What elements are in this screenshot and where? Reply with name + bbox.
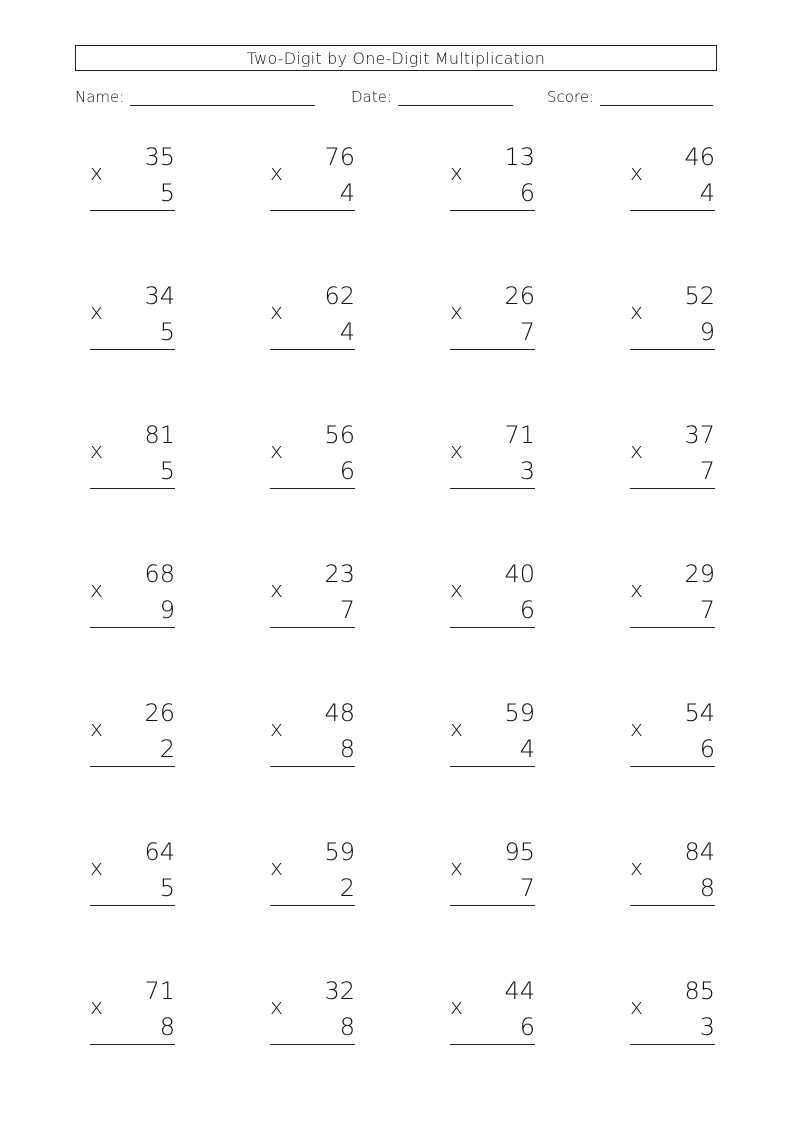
multiply-sign: x [630, 856, 644, 881]
multiplier: 6 [339, 457, 355, 485]
problem-13 [90, 559, 180, 639]
multiply-sign: x [450, 161, 464, 186]
problem-8 [630, 281, 720, 361]
multiplicand: 26 [144, 699, 175, 727]
answer-line[interactable] [450, 766, 535, 767]
problem-26 [270, 976, 360, 1056]
answer-line[interactable] [450, 905, 535, 906]
multiply-sign: x [270, 578, 284, 603]
multiply-sign: x [90, 161, 104, 186]
multiplier: 6 [519, 596, 535, 624]
answer-line[interactable] [270, 1044, 355, 1045]
problem-20 [630, 698, 720, 778]
multiply-sign: x [630, 300, 644, 325]
multiply-sign: x [630, 995, 644, 1020]
multiplier: 6 [519, 179, 535, 207]
multiplier: 7 [519, 874, 535, 902]
multiplier: 4 [519, 735, 535, 763]
multiplier: 7 [339, 596, 355, 624]
multiplicand: 48 [324, 699, 355, 727]
multiplicand: 40 [504, 560, 535, 588]
multiplier: 2 [339, 874, 355, 902]
multiplier: 8 [159, 1013, 175, 1041]
answer-line[interactable] [450, 488, 535, 489]
answer-line[interactable] [630, 905, 715, 906]
problem-27 [450, 976, 540, 1056]
multiply-sign: x [450, 439, 464, 464]
answer-line[interactable] [630, 766, 715, 767]
multiplicand: 52 [684, 282, 715, 310]
problem-28 [630, 976, 720, 1056]
problem-2 [270, 142, 360, 222]
multiplier: 6 [699, 735, 715, 763]
multiply-sign: x [630, 578, 644, 603]
multiplicand: 37 [684, 421, 715, 449]
multiplier: 9 [699, 318, 715, 346]
multiplicand: 56 [324, 421, 355, 449]
answer-line[interactable] [450, 1044, 535, 1045]
multiply-sign: x [270, 856, 284, 881]
problem-15 [450, 559, 540, 639]
multiply-sign: x [90, 995, 104, 1020]
multiplicand: 84 [684, 838, 715, 866]
answer-line[interactable] [90, 210, 175, 211]
multiplier: 7 [699, 457, 715, 485]
problem-21 [90, 837, 180, 917]
multiply-sign: x [90, 439, 104, 464]
multiplier: 4 [699, 179, 715, 207]
problem-10 [270, 420, 360, 500]
date-label: Date: [351, 88, 392, 106]
multiplicand: 13 [504, 143, 535, 171]
multiplicand: 54 [684, 699, 715, 727]
name-label: Name: [75, 88, 125, 106]
problem-17 [90, 698, 180, 778]
multiplicand: 68 [144, 560, 175, 588]
multiplier: 3 [519, 457, 535, 485]
multiplicand: 59 [504, 699, 535, 727]
multiplicand: 62 [324, 282, 355, 310]
answer-line[interactable] [450, 210, 535, 211]
multiplier: 8 [699, 874, 715, 902]
multiplicand: 81 [144, 421, 175, 449]
problem-25 [90, 976, 180, 1056]
problem-14 [270, 559, 360, 639]
multiplier: 5 [159, 874, 175, 902]
multiply-sign: x [90, 300, 104, 325]
multiply-sign: x [270, 439, 284, 464]
multiplicand: 32 [324, 977, 355, 1005]
multiply-sign: x [270, 995, 284, 1020]
multiplicand: 44 [504, 977, 535, 1005]
problem-16 [630, 559, 720, 639]
multiplicand: 76 [324, 143, 355, 171]
multiplicand: 35 [144, 143, 175, 171]
score-label: Score: [547, 88, 595, 106]
answer-line[interactable] [90, 1044, 175, 1045]
multiplicand: 59 [324, 838, 355, 866]
answer-line[interactable] [270, 905, 355, 906]
multiplier: 4 [339, 179, 355, 207]
multiplier: 5 [159, 318, 175, 346]
answer-line[interactable] [630, 488, 715, 489]
answer-line[interactable] [90, 627, 175, 628]
multiplier: 6 [519, 1013, 535, 1041]
multiplier: 7 [519, 318, 535, 346]
answer-line[interactable] [90, 349, 175, 350]
answer-line[interactable] [90, 488, 175, 489]
multiply-sign: x [450, 856, 464, 881]
multiplier: 8 [339, 1013, 355, 1041]
problem-3 [450, 142, 540, 222]
multiplier: 4 [339, 318, 355, 346]
answer-line[interactable] [450, 627, 535, 628]
multiply-sign: x [630, 717, 644, 742]
multiply-sign: x [630, 439, 644, 464]
multiplicand: 46 [684, 143, 715, 171]
problem-12 [630, 420, 720, 500]
answer-line[interactable] [270, 210, 355, 211]
multiplier: 3 [699, 1013, 715, 1041]
problem-1 [90, 142, 180, 222]
multiply-sign: x [90, 578, 104, 603]
multiplicand: 34 [144, 282, 175, 310]
problem-18 [270, 698, 360, 778]
problem-9 [90, 420, 180, 500]
multiplicand: 95 [504, 838, 535, 866]
multiplicand: 26 [504, 282, 535, 310]
multiply-sign: x [450, 717, 464, 742]
multiplicand: 85 [684, 977, 715, 1005]
problem-19 [450, 698, 540, 778]
multiplicand: 64 [144, 838, 175, 866]
multiplicand: 29 [684, 560, 715, 588]
problem-7 [450, 281, 540, 361]
answer-line[interactable] [630, 1044, 715, 1045]
answer-line[interactable] [270, 349, 355, 350]
problem-4 [630, 142, 720, 222]
multiply-sign: x [270, 161, 284, 186]
multiply-sign: x [90, 717, 104, 742]
multiply-sign: x [630, 161, 644, 186]
problem-11 [450, 420, 540, 500]
answer-line[interactable] [270, 488, 355, 489]
multiply-sign: x [270, 300, 284, 325]
multiplier: 8 [339, 735, 355, 763]
problem-22 [270, 837, 360, 917]
multiplier: 7 [699, 596, 715, 624]
problem-6 [270, 281, 360, 361]
problem-24 [630, 837, 720, 917]
multiply-sign: x [90, 856, 104, 881]
answer-line[interactable] [270, 766, 355, 767]
answer-line[interactable] [630, 210, 715, 211]
problem-23 [450, 837, 540, 917]
answer-line[interactable] [630, 349, 715, 350]
multiply-sign: x [450, 995, 464, 1020]
multiplicand: 23 [324, 560, 355, 588]
answer-line[interactable] [630, 627, 715, 628]
problem-5 [90, 281, 180, 361]
worksheet-title: Two-Digit by One-Digit Multiplication [75, 45, 717, 71]
multiplier: 2 [159, 735, 175, 763]
multiplier: 5 [159, 457, 175, 485]
answer-line[interactable] [270, 627, 355, 628]
multiply-sign: x [450, 578, 464, 603]
multiply-sign: x [270, 717, 284, 742]
answer-line[interactable] [450, 349, 535, 350]
multiplicand: 71 [144, 977, 175, 1005]
multiplier: 5 [159, 179, 175, 207]
multiply-sign: x [450, 300, 464, 325]
answer-line[interactable] [90, 905, 175, 906]
multiplicand: 71 [504, 421, 535, 449]
answer-line[interactable] [90, 766, 175, 767]
multiplier: 9 [159, 596, 175, 624]
